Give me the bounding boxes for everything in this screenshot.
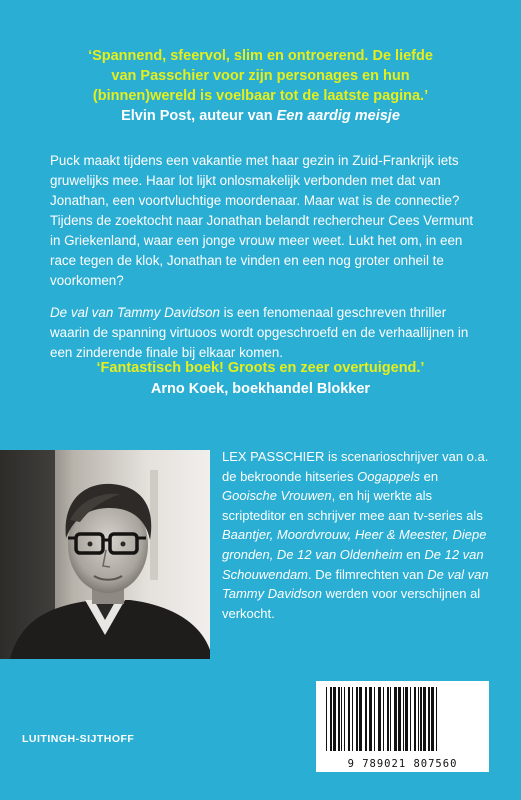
barcode-bar (378, 687, 381, 751)
bio-text-4: en (402, 546, 425, 562)
bio-series-3: Baantjer, Moordvrouw, Heer & Meester, Diepe gronden, De 12 van Oldenheim (222, 527, 487, 562)
barcode-bar (352, 687, 353, 751)
barcode-bar (428, 687, 430, 751)
top-quote-line-1: ‘Spannend, sfeervol, slim en ontroerend. De liefde (88, 48, 433, 64)
bottom-quote-line: ‘Fantastisch boek! Groots en zeer overtuigend.’ (96, 360, 425, 376)
barcode-bar (423, 687, 426, 751)
bottom-quote (40, 358, 481, 400)
barcode-bar (356, 687, 358, 751)
barcode-bar (348, 687, 350, 751)
barcode-bar (420, 687, 422, 751)
barcode-bars (316, 681, 489, 755)
barcode-bar (431, 687, 434, 751)
bio-series-1: Oogappels (357, 468, 421, 484)
barcode-bar (390, 687, 391, 751)
barcode-bar (403, 687, 404, 751)
barcode-bar (414, 687, 416, 751)
top-quote-attribution-prefix: Elvin Post, auteur van (121, 108, 277, 124)
bottom-quote-attribution: Arno Koek, boekhandel Blokker (150, 381, 371, 397)
top-quote (40, 46, 481, 126)
barcode-bar (344, 687, 345, 751)
blurb-paragraph-2 (50, 303, 480, 363)
barcode (316, 681, 489, 772)
barcode-bar (326, 687, 327, 751)
barcode-bar (341, 687, 342, 751)
blurb-paragraph-1: Puck maakt tijdens een vakantie met haar gezin in Zuid-Frankrijk iets gruwelijks mee. Haar lot lijkt onlosmakelijk verbonden met dat van Jonathan, een voortvluchtige moordenaar. Maar wat is de connectie? Tijdens de zoektocht naar Jonathan belandt rechercheur Cees Vermunt in Griekenland, waar een jonge vrouw meer weet. Lukt het om, in een race tegen de klok, Jonathan te vinden en een nog groter onheil te voorkomen? (50, 153, 474, 288)
barcode-bar (405, 687, 408, 751)
barcode-bar (410, 687, 411, 751)
barcode-bar (394, 687, 397, 751)
bio-text-3: , en hij werkte als scripteditor en schrijver mee aan tv-series als (222, 488, 483, 523)
bio-text-2: en (420, 468, 439, 484)
bio-author-name: LEX PASSCHIER (222, 449, 325, 464)
author-photo (0, 450, 210, 659)
barcode-bar (398, 687, 401, 751)
publisher-logo: LUITINGH-SIJTHOFF (22, 733, 135, 745)
bio-text-6: werden voor verschijnen al verkocht. (222, 586, 481, 621)
top-quote-line-3: (binnen)wereld is voelbaar tot de laatste pagina.’ (92, 88, 429, 104)
barcode-bar (374, 687, 375, 751)
barcode-bar (387, 687, 389, 751)
barcode-bar (383, 687, 384, 751)
author-bio (222, 447, 492, 623)
bio-book-title: De val van Tammy Davidson (222, 566, 489, 602)
bio-text-5: . De filmrechten van (308, 566, 428, 582)
barcode-bar (359, 687, 362, 751)
blurb-paragraph-2-text: is een fenomenaal geschreven thriller waarin de spanning virtuoos wordt opgeschroefd en de verhaallijnen in een zinderende finale bij elkaar komen. (50, 305, 469, 360)
bio-series-4: De 12 van Schouwendam (222, 546, 484, 582)
blurb-book-title: De val van Tammy Davidson (50, 305, 220, 320)
barcode-bar (418, 687, 419, 751)
barcode-bar (338, 687, 340, 751)
bio-text-1: is scenarioschrijver van o.a. de bekroonde hitseries (222, 449, 489, 484)
barcode-number: 9 789021 807560 (347, 758, 458, 770)
book-blurb (50, 151, 480, 363)
author-photo-image (0, 450, 210, 659)
barcode-bar (436, 687, 437, 751)
top-quote-attribution-book: Een aardig meisje (276, 108, 400, 124)
barcode-bar (365, 687, 367, 751)
barcode-bar (330, 687, 332, 751)
top-quote-attribution (40, 106, 481, 126)
top-quote-line-2: van Passchier voor zijn personages en hun (111, 68, 410, 84)
barcode-bar (369, 687, 372, 751)
bio-series-2: Gooische Vrouwen (222, 488, 332, 504)
barcode-bar (333, 687, 336, 751)
